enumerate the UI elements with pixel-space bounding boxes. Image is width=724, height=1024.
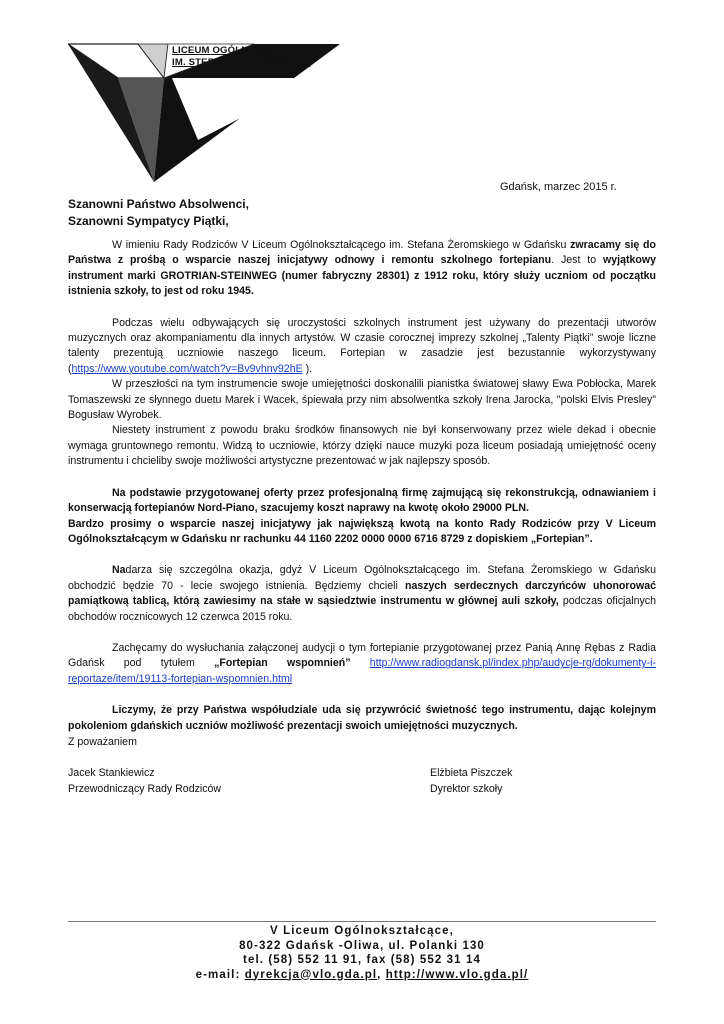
- school-logo-text: [172, 45, 322, 69]
- p1-text: W imieniu Rady Rodziców V Liceum Ogólnokształcącego im. Stefana Żeromskiego w Gdańsku: [112, 239, 571, 251]
- logo-line-2: IM. STEFANA ŻEROMSKIEGO: [172, 57, 311, 68]
- paragraph-4: Niestety instrument z powodu braku środków finansowych nie był konserwowany przez wiele dekad i obecnie wymaga gruntownego remontu. Widzą to uczniowie, którzy dzięki nauce muzyki poza liceum posiadają umiejętność oceny instrumentu i chcieliby swoje możliwości artystyczne prezentować w jak najlepszy sposób.: [68, 424, 656, 468]
- footer-separator: ,: [377, 968, 386, 981]
- radio-gdansk-link[interactable]: http://www.radiogdansk.pl/index.php/audycje-rg/dokumenty-i-reportaze/item/19113-fortepian-wspomnien.html: [68, 657, 656, 685]
- p1-bold-instrument: wyjątkowy instrument marki GROTRIAN-STEINWEG (numer fabryczny 28301) z 1912 roku, który służy uczniom od początku istnienia szkoły, to jest od roku 1945.: [68, 254, 656, 298]
- p8-bold-title: „Fortepian wspomnień”: [214, 657, 351, 670]
- paragraph-5: [68, 486, 656, 517]
- salutation-line-1: Szanowni Państwo Absolwenci,: [68, 197, 249, 211]
- paragraph-9: [68, 703, 656, 734]
- p7-bold-start: Na: [112, 564, 126, 577]
- website-link[interactable]: http://www.vlo.gda.pl/: [385, 968, 529, 981]
- p5-bold: Na podstawie przygotowanej oferty przez profesjonalną firmę zajmującą się rekonstrukcją, odnawianiem i konserwacją fortepianów Nord-Piano, szacujemy koszt naprawy na kwotę około 29000 PLN.: [68, 486, 656, 515]
- paragraph-2: [68, 316, 656, 378]
- signature-left-name: Jacek Stankiewicz: [68, 767, 155, 779]
- p1-text-2: . Jest to: [551, 254, 603, 267]
- email-label: e-mail:: [195, 968, 245, 981]
- signature-right: [430, 765, 512, 797]
- letter-date: Gdańsk, marzec 2015 r.: [500, 181, 617, 193]
- p8-text: Zachęcamy do wysłuchania załączonej audycji o tym fortepianie przygotowanej przez Panią Annę Rębas z Radia Gdańsk pod tytułem: [68, 641, 656, 670]
- email-link[interactable]: dyrekcja@vlo.gda.pl: [244, 968, 378, 981]
- footer: [68, 924, 656, 982]
- youtube-link[interactable]: https://www.youtube.com/watch?v=Bv9vhnv92hE: [71, 362, 303, 375]
- paragraph-7: [68, 563, 656, 625]
- signature-right-role: Dyrektor szkoły: [430, 783, 503, 795]
- p6-bold: Bardzo prosimy o wsparcie naszej inicjatywy jak największą kwotą na konto Rady Rodziców przy V Liceum Ogólnokształcącym w Gdańsku nr rachunku 44 1160 2202 0000 0000 6716 8729 z dopiskiem „Fortepian”.: [68, 517, 656, 545]
- signature-left: [68, 765, 221, 797]
- paragraph-8: [68, 641, 656, 687]
- p2-text: Podczas wielu odbywających się uroczystości szkolnych instrument jest używany do prezentacji utworów muzycznych oraz akompaniamentu dla innych artystów. W czasie corocznej imprezy szkolnej „Talenty Piątki” swoje liczne talenty prezentują uczniowie naszego liceum. Fortepian w zasadzie jest bezustannie wykorzystywany (: [68, 316, 656, 375]
- signature-left-role: Przewodniczący Rady Rodziców: [68, 783, 222, 795]
- salutation-line-2: Szanowni Sympatycy Piątki,: [68, 214, 229, 228]
- footer-line-4: [68, 968, 656, 983]
- salutation: [68, 196, 249, 230]
- letter-body: [68, 238, 656, 734]
- p9-bold: Liczymy, że przy Państwa współudziale uda się przywrócić świetność tego instrumentu, dając kolejnym pokoleniom gdańskich uczniów możliwość prezentacji swoich umiejętności muzycznych.: [68, 704, 656, 732]
- paragraph-3: W przeszłości na tym instrumencie swoje umiejętności doskonalili pianistka światowej sławy Ewa Pobłocka, Marek Tomaszewski ze słynnego duetu Marek i Wacek, śpiewała przy nim absolwentka szkoły Irena Jarocka, "polski Elvis Presley" Bogusław Wyrobek.: [68, 378, 656, 422]
- p8-space: [351, 657, 370, 669]
- logo-line-1: LICEUM OGÓLNOKSZTAŁCĄCE: [172, 45, 322, 56]
- paragraph-6: [68, 517, 656, 548]
- p7-text-end: podczas oficjalnych obchodów rocznicowych 12 czerwca 2015 roku.: [68, 595, 656, 623]
- closing: Z poważaniem: [68, 736, 137, 748]
- p2-text-end: ).: [302, 362, 313, 375]
- signature-right-name: Elżbieta Piszczek: [430, 767, 513, 779]
- p1-bold-request: zwracamy się do Państwa z prośbą o wsparcie naszej inicjatywy odnowy i remontu szkolnego fortepianu: [68, 239, 657, 267]
- paragraph-1: [68, 238, 656, 300]
- footer-line-1: V Liceum Ogólnokształcące,: [270, 925, 454, 937]
- p7-text: darza się szczególna okazja, gdyż V Liceum Ogólnokształcącego im. Stefana Żeromskiego w Gdańsku obchodzić będzie 70 - lecie swojego istnienia. Będziemy chcieli: [68, 564, 656, 592]
- footer-line-3: tel. (58) 552 11 91, fax (58) 552 31 14: [243, 954, 481, 966]
- p7-bold: naszych serdecznych darczyńców uhonorować pamiątkową tablicą, którą zawiesimy na stałe w sąsiedztwie instrumentu w głównej auli szkoły,: [68, 579, 657, 608]
- footer-line-2: 80-322 Gdańsk -Oliwa, ul. Polanki 130: [239, 939, 485, 952]
- footer-divider: [68, 921, 656, 922]
